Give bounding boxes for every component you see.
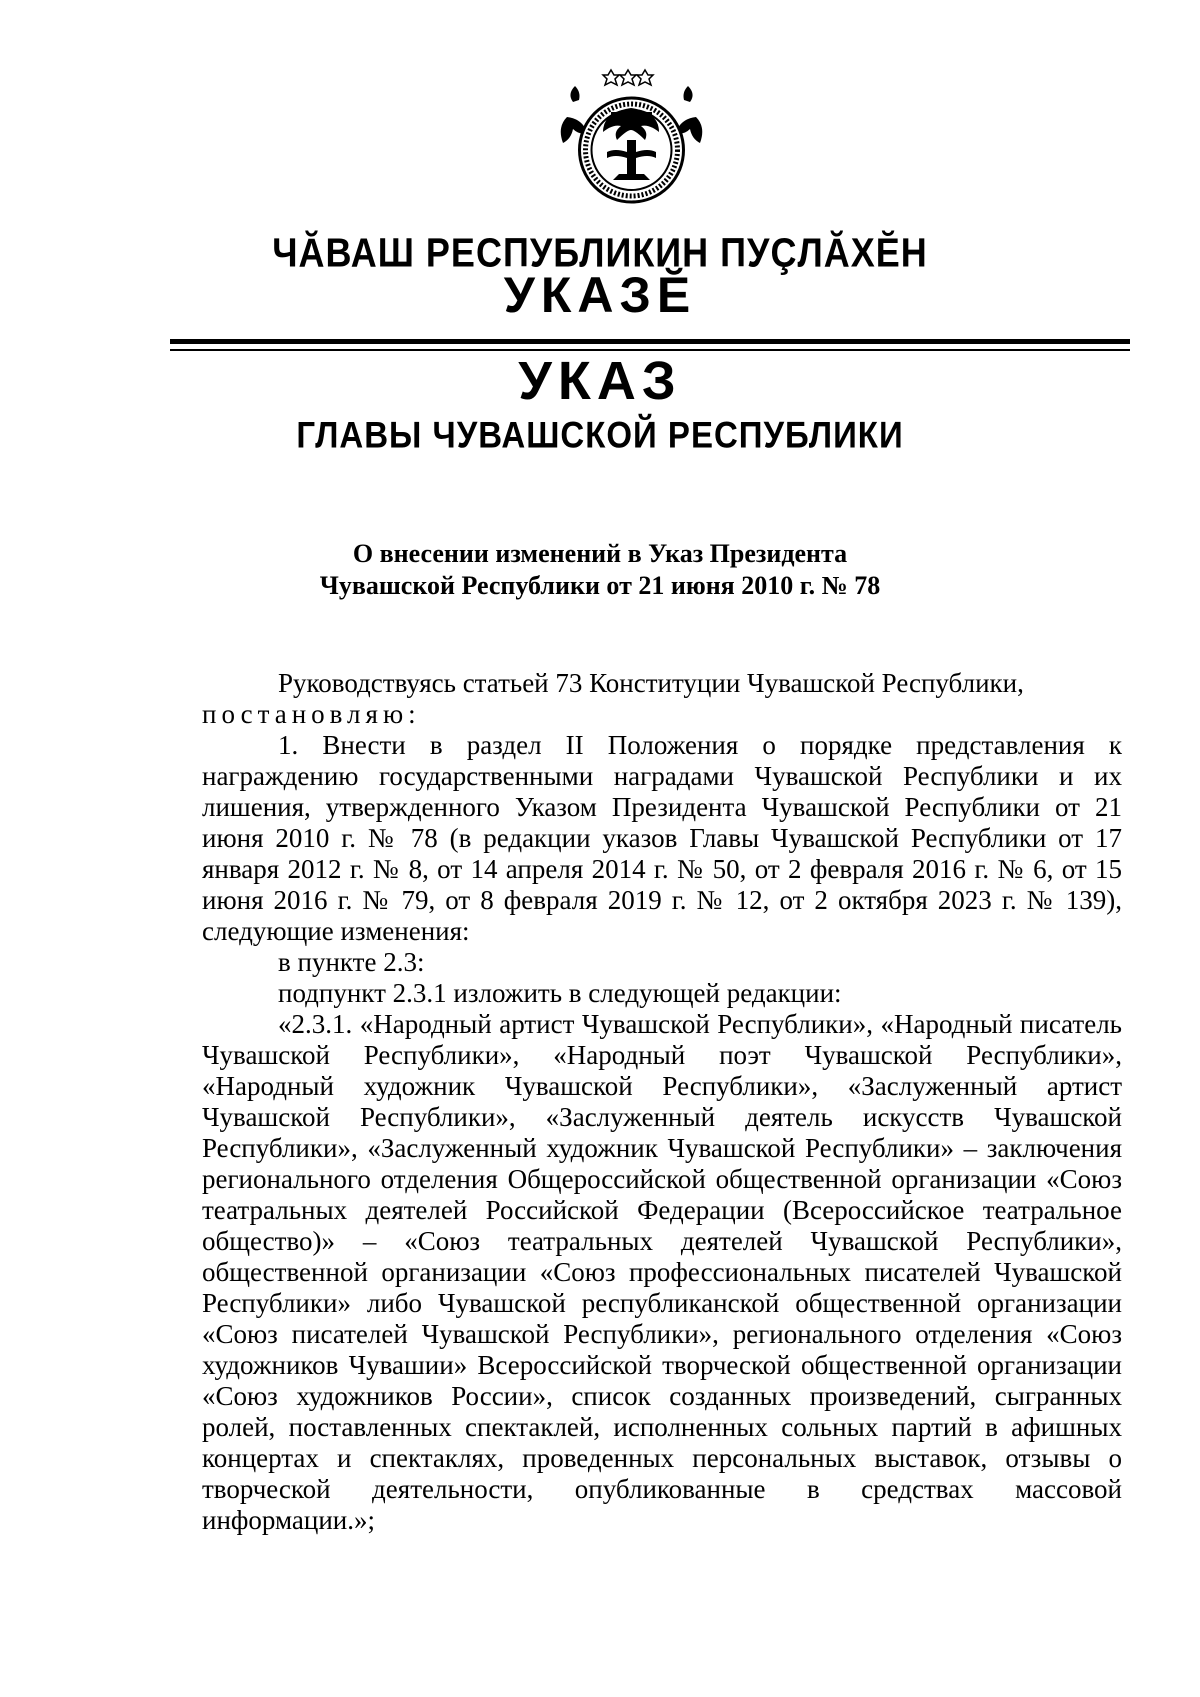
document-title — [0, 538, 1200, 602]
header-divider-thick — [170, 339, 1130, 344]
clause-paragraph: в пункте 2.3: — [278, 947, 425, 977]
resolution-word: постановляю: — [202, 699, 421, 729]
chuvash-decree-word: УКАЗĔ — [503, 267, 697, 323]
stars-icon — [603, 70, 653, 85]
russian-header-subtitle: ГЛАВЫ ЧУВАШСКОЙ РЕСПУБЛИКИ — [296, 413, 904, 456]
preamble-paragraph: Руководствуясь статьей 73 Конституции Чувашской Республики, — [278, 668, 1024, 698]
russian-decree-word: УКАЗ — [518, 351, 682, 411]
document-title-line-2: Чувашской Республики от 21 июня 2010 г. № 78 — [319, 571, 881, 600]
document-title-line-1: О внесении изменений в Указ Президента — [352, 539, 848, 568]
document-body — [202, 668, 1122, 1536]
item-1-paragraph: 1. Внести в раздел II Положения о порядке представления к награждению государственными наградами Чувашской Республики и их лишения, утвержденного Указом Президента Чувашской Республики от 21 июня 2010 г. № 78 (в редакции указов Главы Чувашской Республики от 17 января 2012 г. № 8, от 14 апреля 2014 г. № 50, от 2 февраля 2016 г. № 6, от 15 июня 2016 г. № 79, от 8 февраля 2019 г. № 12, от 2 октября 2023 г. № 139), следующие изменения: — [202, 730, 1122, 946]
chuvash-header-title: ЧĂВАШ РЕСПУБЛИКИН ПУÇЛĂХĔН — [272, 229, 928, 276]
coat-of-arms-emblem — [553, 62, 710, 207]
quoted-text-paragraph: «2.3.1. «Народный артист Чувашской Республики», «Народный писатель Чувашской Республики», «Народный поэт Чувашской Республики», «Народный художник Чувашской Республики», «Заслуженный артист Чувашской Республики», «Заслуженный деятель искусств Чувашской Республики», «Заслуженный художник Чувашской Республики» – заключения регионального отделения Общероссийской общественной организации «Союз театральных деятелей Российской Федерации (Всероссийское театральное общество)» – «Союз театральных деятелей Чувашской Республики», общественной организации «Союз профессиональных писателей Чувашской Республики» либо Чувашской республиканской общественной организации «Союз писателей Чувашской Республики», регионального отделения «Союз художников Чувашии» Всероссийской творческой общественной организации «Союз художников России», список созданных произведений, сыгранных ролей, поставленных спектаклей, исполненных сольных партий в афишных концертах и спектаклях, проведенных персональных выставок, отзывы о творческой деятельности, опубликованные в средствах массовой информации.»; — [202, 1009, 1122, 1535]
subclause-paragraph: подпункт 2.3.1 изложить в следующей редакции: — [278, 978, 842, 1008]
